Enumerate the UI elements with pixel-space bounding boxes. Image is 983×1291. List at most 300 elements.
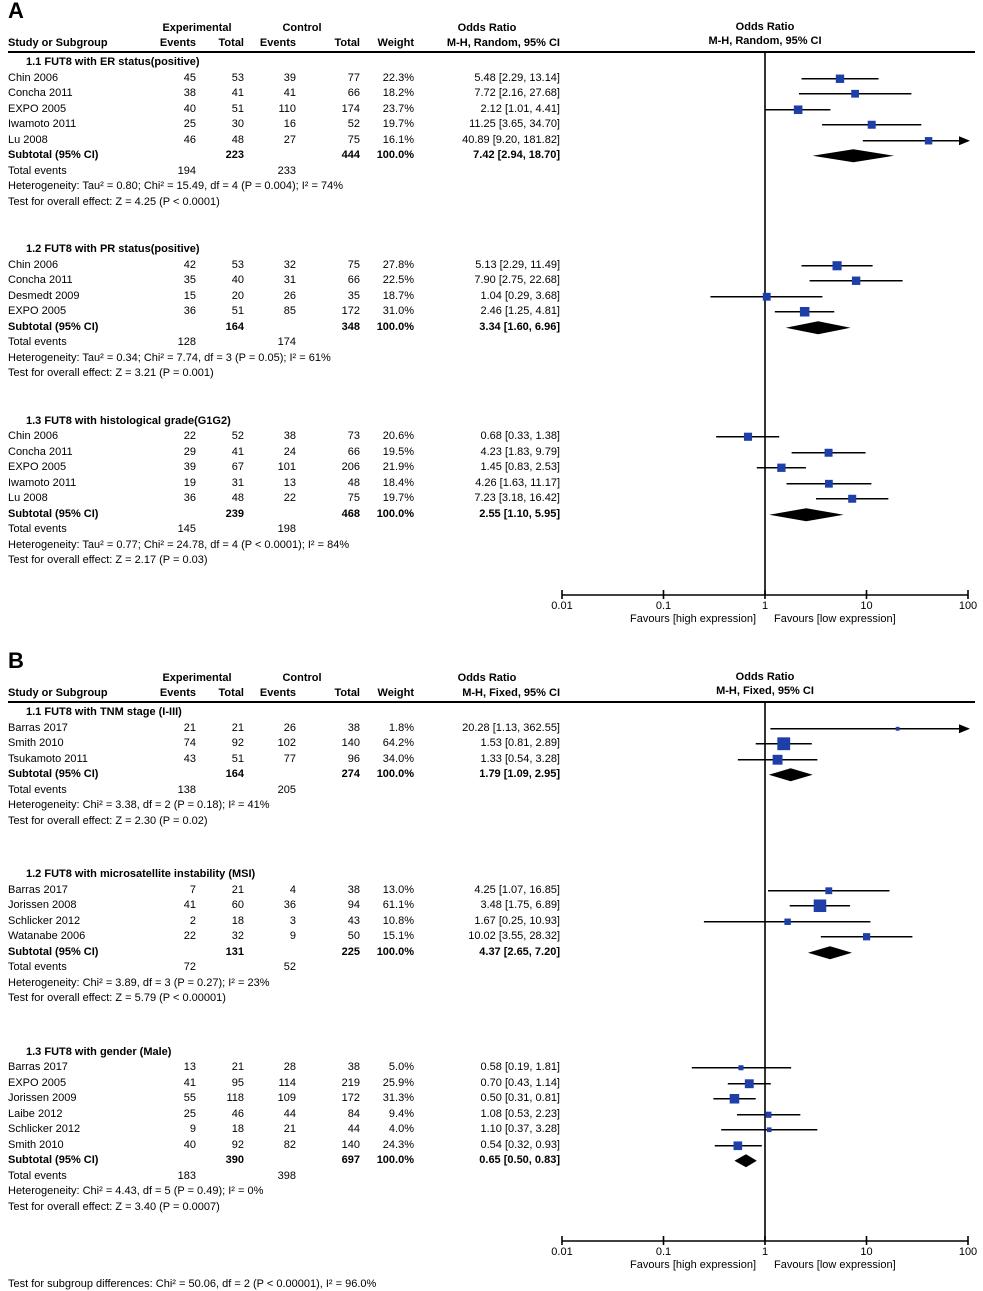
heterogeneity-text: Heterogeneity: Tau² = 0.80; Chi² = 15.49, df = 4 (P = 0.004); I² = 74% [8, 180, 343, 192]
control-events [244, 507, 296, 523]
subgroup-spacer [0, 1215, 983, 1253]
control-total: 66 [347, 445, 360, 458]
study-name: Concha 2011 [8, 274, 73, 286]
control-events: 36 [283, 899, 296, 911]
odds-ratio-ci-text: 7.42 [2.94, 18.70] [473, 149, 560, 161]
weight-value: 19.7% [382, 118, 414, 130]
study-row [0, 476, 560, 492]
group-header-row [0, 671, 560, 685]
control-total: 50 [347, 930, 360, 942]
weight-value: 20.6% [382, 430, 414, 442]
experimental-events: 36 [183, 305, 196, 317]
odds-ratio-ci-text: 4.37 [2.65, 7.20] [479, 945, 560, 958]
experimental-events: 25 [183, 118, 196, 130]
study-name: EXPO 2005 [8, 1076, 67, 1089]
weight-value: 100.0% [376, 768, 414, 780]
study-name: Jorissen 2008 [8, 899, 77, 911]
study-row [0, 273, 560, 289]
odds-ratio-ci-text: 1.33 [0.54, 3.28] [480, 752, 560, 765]
control-total: 77 [347, 71, 360, 84]
experimental-group-header: Experimental [162, 672, 232, 684]
weight-value: 100.0% [376, 149, 414, 161]
weight-value: 18.4% [382, 476, 414, 489]
overall-effect-row [0, 366, 560, 382]
odds-ratio-ci-text: 4.26 [1.63, 11.17] [475, 476, 560, 489]
favours-right-label: Favours [low expression] [774, 1259, 896, 1271]
weight-value: 18.7% [382, 289, 414, 302]
control-events [244, 1153, 296, 1169]
odds-ratio-ci-text: 1.67 [0.25, 10.93] [474, 914, 560, 927]
experimental-events: 29 [183, 445, 196, 458]
study-row [0, 1091, 560, 1107]
study-name: Lu 2008 [8, 492, 48, 504]
study-name: EXPO 2005 [8, 461, 67, 473]
control-total: 52 [347, 118, 360, 130]
study-name: Concha 2011 [8, 87, 73, 99]
weight-value: 19.7% [382, 492, 414, 504]
weight-value: 18.2% [382, 87, 414, 99]
subgroup-title: 1.1 FUT8 with ER status(positive) [26, 56, 200, 68]
weight-value: 34.0% [382, 752, 414, 765]
weight-value: 100.0% [376, 320, 414, 333]
subgroup-title-row [0, 1045, 560, 1061]
total-events-control: 52 [283, 961, 296, 973]
control-events: 109 [277, 1092, 296, 1104]
control-events: 3 [289, 914, 296, 927]
overall-effect-text: Test for overall effect: Z = 2.17 (P = 0.03) [8, 554, 208, 566]
experimental-events: 22 [183, 930, 196, 942]
control-group-header: Control [282, 22, 322, 34]
experimental-total: 52 [231, 430, 244, 442]
study-name: Desmedt 2009 [8, 289, 80, 302]
control-total: 172 [341, 1092, 360, 1104]
subtotal-row [0, 1153, 560, 1169]
heterogeneity-row [0, 976, 560, 992]
control-events: 82 [283, 1138, 296, 1151]
panel-body [0, 703, 983, 1253]
odds-ratio-ci-text: 0.58 [0.19, 1.81] [480, 1061, 560, 1073]
weight-value: 100.0% [376, 1154, 414, 1166]
study-name: Iwamoto 2011 [8, 118, 77, 130]
odds-ratio-ci-text: 11.25 [3.65, 34.70] [469, 118, 560, 130]
weight-value: 21.9% [382, 461, 414, 473]
total-events-experimental: 72 [183, 961, 196, 973]
study-row [0, 883, 560, 899]
weight-value: 1.8% [388, 721, 414, 734]
control-events [244, 148, 296, 164]
weight-value: 22.3% [382, 71, 414, 84]
experimental-events: 19 [183, 476, 196, 489]
heterogeneity-text: Heterogeneity: Chi² = 3.38, df = 2 (P = 0.18); I² = 41% [8, 799, 270, 811]
total-events-experimental: 128 [177, 336, 196, 348]
weight-value: 25.9% [382, 1076, 414, 1089]
study-name: Smith 2010 [8, 737, 64, 749]
study-row [0, 445, 560, 461]
subgroup-differences-note: Test for subgroup differences: Chi² = 50.06, df = 2 (P < 0.00001), I² = 96.0% [8, 1278, 377, 1290]
experimental-events: 13 [183, 1061, 196, 1073]
experimental-total: 53 [231, 71, 244, 84]
odds-ratio-ci-text: 1.04 [0.29, 3.68] [480, 289, 560, 302]
subgroup-title: 1.2 FUT8 with microsatellite instability (MSI) [26, 868, 256, 880]
ctl-events-header: Events [259, 37, 296, 49]
control-events: 102 [277, 737, 296, 749]
subtotal-row [0, 507, 560, 523]
exp-events-header: Events [159, 37, 196, 49]
subgroup-title: 1.2 FUT8 with PR status(positive) [26, 243, 200, 255]
odds-ratio-ci-text: 7.90 [2.75, 22.68] [474, 274, 560, 286]
spacer-cell [196, 335, 244, 351]
weight-value: 5.0% [388, 1061, 414, 1073]
control-total: 444 [341, 149, 360, 161]
odds-ratio-ci-text: 1.53 [0.81, 2.89] [480, 737, 560, 749]
control-events: 9 [289, 930, 296, 942]
study-row [0, 304, 560, 320]
heterogeneity-row [0, 1184, 560, 1200]
heterogeneity-row [0, 179, 560, 195]
study-row [0, 1107, 560, 1123]
experimental-total: 41 [231, 445, 244, 458]
weight-value: 100.0% [376, 507, 414, 520]
experimental-events: 35 [183, 274, 196, 286]
experimental-group-header: Experimental [162, 22, 232, 34]
control-events: 101 [277, 461, 296, 473]
study-name: Jorissen 2009 [8, 1092, 77, 1104]
odds-ratio-ci-text: 3.34 [1.60, 6.96] [479, 320, 560, 333]
study-row [0, 491, 560, 507]
experimental-total: 92 [231, 1138, 244, 1151]
total-events-row [0, 164, 560, 180]
total-events-label: Total events [8, 783, 67, 796]
subtotal-row [0, 320, 560, 336]
experimental-events: 21 [183, 721, 196, 734]
control-events: 21 [283, 1123, 296, 1135]
odds-ratio-ci-text: 5.48 [2.29, 13.14] [474, 71, 560, 84]
study-row [0, 898, 560, 914]
control-group-header: Control [282, 672, 322, 684]
control-events: 110 [278, 102, 296, 115]
experimental-events: 38 [183, 87, 196, 99]
total-events-row [0, 1169, 560, 1185]
experimental-total: 51 [231, 752, 244, 765]
plot-header-title: Odds Ratio [735, 21, 795, 33]
experimental-total: 21 [231, 721, 244, 734]
favours-right-label: Favours [low expression] [774, 613, 896, 625]
control-total: 94 [347, 899, 360, 911]
experimental-total: 51 [231, 102, 244, 115]
experimental-total: 48 [231, 492, 244, 504]
experimental-events [150, 767, 196, 783]
experimental-events: 74 [183, 737, 196, 749]
study-name: Iwamoto 2011 [8, 476, 77, 489]
experimental-events [150, 945, 196, 961]
control-total: 75 [347, 492, 360, 504]
overall-effect-text: Test for overall effect: Z = 3.21 (P = 0.001) [8, 367, 214, 379]
spacer-cell [8, 21, 150, 35]
total-events-control: 233 [277, 164, 296, 177]
spacer-cell [196, 164, 244, 180]
heterogeneity-text: Heterogeneity: Tau² = 0.77; Chi² = 24.78, df = 4 (P < 0.0001); I² = 84% [8, 538, 350, 551]
study-name: Chin 2006 [8, 71, 59, 84]
axis-tick-label: 10 [860, 1246, 873, 1258]
plot-header-method: M-H, Fixed, 95% CI [716, 685, 814, 697]
study-name: Barras 2017 [8, 883, 68, 896]
spacer-cell [196, 960, 244, 976]
overall-effect-text: Test for overall effect: Z = 2.30 (P = 0.02) [8, 814, 208, 827]
axis-tick-label: 0.01 [551, 600, 573, 612]
study-name: Concha 2011 [8, 445, 73, 458]
subgroup-spacer [0, 210, 983, 242]
experimental-events: 55 [183, 1092, 196, 1104]
control-events: 28 [283, 1061, 296, 1073]
study-row [0, 1138, 560, 1154]
experimental-events: 40 [183, 102, 196, 115]
study-row [0, 736, 560, 752]
experimental-total: 30 [231, 118, 244, 130]
experimental-total: 390 [225, 1154, 244, 1166]
overall-effect-text: Test for overall effect: Z = 4.25 (P < 0.0001) [8, 195, 220, 208]
weight-value: 24.3% [382, 1138, 414, 1151]
total-events-label: Total events [8, 164, 67, 177]
study-name: EXPO 2005 [8, 102, 67, 115]
odds-ratio-ci-text: 1.79 [1.09, 2.95] [479, 768, 560, 780]
control-events: 26 [283, 289, 296, 302]
subgroup-title-row [0, 414, 560, 430]
control-total: 44 [347, 1123, 360, 1135]
total-events-experimental: 138 [177, 783, 196, 796]
total-events-row [0, 522, 560, 538]
experimental-total: 31 [231, 476, 244, 489]
weight-value: 61.1% [382, 899, 414, 911]
total-events-label: Total events [8, 961, 67, 973]
ctl-total-header: Total [334, 687, 360, 699]
total-events-experimental: 145 [177, 523, 196, 535]
odds-ratio-ci-text: 7.23 [3.18, 16.42] [474, 492, 560, 504]
favours-left-label: Favours [high expression] [630, 613, 756, 625]
heterogeneity-text: Heterogeneity: Tau² = 0.34; Chi² = 7.74, df = 3 (P = 0.05); I² = 61% [8, 351, 331, 364]
control-total: 75 [347, 258, 360, 271]
odds-ratio-ci-text: 2.12 [1.01, 4.41] [480, 102, 560, 115]
total-events-control: 198 [277, 523, 296, 535]
weight-value: 15.1% [382, 930, 414, 942]
group-header-row [0, 21, 560, 35]
control-events: 26 [283, 721, 296, 734]
ctl-total-header: Total [334, 37, 360, 49]
spacer-cell [196, 783, 244, 799]
control-total: 697 [341, 1154, 360, 1166]
study-name: Laibe 2012 [8, 1107, 63, 1120]
weight-value: 100.0% [376, 945, 414, 958]
control-events: 27 [283, 133, 296, 146]
experimental-total: 32 [231, 930, 244, 942]
odds-ratio-ci-text: 0.68 [0.33, 1.38] [480, 430, 560, 442]
axis-tick-label: 10 [860, 600, 873, 612]
total-events-experimental: 183 [177, 1169, 196, 1182]
spacer-cell [360, 671, 414, 685]
experimental-events [150, 1153, 196, 1169]
control-events: 39 [283, 71, 296, 84]
experimental-total: 48 [231, 133, 244, 146]
experimental-events: 7 [189, 883, 196, 896]
study-row [0, 752, 560, 768]
spacer-cell [196, 522, 244, 538]
experimental-events [150, 507, 196, 523]
weight-value: 13.0% [382, 883, 414, 896]
heterogeneity-row [0, 798, 560, 814]
experimental-total: 164 [225, 320, 244, 333]
exp-total-header: Total [218, 687, 244, 699]
control-total: 219 [341, 1076, 360, 1089]
odds-ratio-ci-text: 0.50 [0.31, 0.81] [480, 1092, 560, 1104]
experimental-events: 39 [183, 461, 196, 473]
control-events: 24 [283, 445, 296, 458]
odds-ratio-ci-text: 4.25 [1.07, 16.85] [474, 883, 560, 896]
control-events: 44 [283, 1107, 296, 1120]
experimental-total: 60 [231, 899, 244, 911]
subtotal-label: Subtotal (95% CI) [8, 1154, 99, 1166]
spacer-cell [196, 1169, 244, 1185]
overall-effect-row [0, 814, 560, 830]
experimental-total: 20 [231, 289, 244, 302]
plot-header [708, 20, 821, 48]
axis-tick-label: 0.1 [655, 600, 672, 612]
control-events: 32 [283, 258, 296, 271]
total-events-label: Total events [8, 336, 67, 348]
control-events: 38 [283, 430, 296, 442]
control-total: 96 [347, 752, 360, 765]
odds-ratio-column-header: Odds Ratio [457, 672, 517, 684]
subgroup-title: 1.3 FUT8 with histological grade(G1G2) [26, 414, 231, 427]
experimental-events: 2 [189, 914, 196, 927]
control-events: 114 [278, 1076, 296, 1089]
study-row [0, 71, 560, 87]
control-total: 274 [341, 768, 360, 780]
weight-value: 19.5% [382, 445, 414, 458]
heterogeneity-text: Heterogeneity: Chi² = 4.43, df = 5 (P = 0.49); I² = 0% [8, 1185, 264, 1197]
control-events: 85 [283, 305, 296, 317]
spacer-cell [8, 671, 150, 685]
subtotal-row [0, 767, 560, 783]
method-header: M-H, Random, 95% CI [446, 37, 560, 49]
weight-header: Weight [377, 687, 414, 699]
panel-label: B [8, 648, 24, 673]
total-events-control: 398 [277, 1169, 296, 1182]
odds-ratio-ci-text: 0.70 [0.43, 1.14] [480, 1076, 560, 1089]
experimental-events: 41 [183, 1076, 196, 1089]
plot-header [716, 670, 814, 698]
control-total: 174 [341, 102, 360, 115]
subgroup-spacer [0, 382, 983, 414]
control-total: 348 [341, 320, 360, 333]
total-events-row [0, 783, 560, 799]
experimental-events: 22 [183, 430, 196, 442]
weight-value: 4.0% [388, 1123, 414, 1135]
heterogeneity-row [0, 538, 560, 554]
experimental-total: 21 [231, 883, 244, 896]
experimental-total: 67 [231, 461, 244, 473]
experimental-events [150, 148, 196, 164]
control-total: 43 [347, 914, 360, 927]
odds-ratio-ci-text: 1.08 [0.53, 2.23] [480, 1107, 560, 1120]
heterogeneity-row [0, 351, 560, 367]
study-name: Barras 2017 [8, 721, 68, 734]
axis-tick-label: 1 [761, 600, 769, 612]
control-events: 4 [289, 883, 296, 896]
odds-ratio-column-header: Odds Ratio [457, 22, 517, 34]
odds-ratio-ci-text: 1.10 [0.37, 3.28] [480, 1123, 560, 1135]
total-events-control: 205 [277, 783, 296, 796]
control-total: 84 [347, 1107, 360, 1120]
control-events: 31 [283, 274, 296, 286]
weight-value: 64.2% [382, 737, 414, 749]
weight-value: 10.8% [382, 914, 414, 927]
overall-effect-row [0, 195, 560, 211]
heterogeneity-text: Heterogeneity: Chi² = 3.89, df = 3 (P = 0.27); I² = 23% [8, 976, 270, 989]
study-column-header: Study or Subgroup [8, 37, 108, 49]
total-events-label: Total events [8, 1169, 67, 1182]
study-row [0, 1060, 560, 1076]
subgroup-title-row [0, 705, 560, 721]
study-row [0, 117, 560, 133]
subgroup-title-row [0, 55, 560, 71]
experimental-events: 9 [189, 1123, 196, 1135]
column-header-row [0, 685, 560, 701]
panel-label: A [8, 0, 24, 23]
weight-value: 31.0% [382, 305, 414, 317]
plot-header-title: Odds Ratio [735, 671, 795, 683]
weight-value: 27.8% [382, 258, 414, 271]
weight-value: 16.1% [382, 133, 414, 146]
odds-ratio-ci-text: 0.54 [0.32, 0.93] [480, 1138, 560, 1151]
experimental-total: 118 [226, 1092, 244, 1104]
subtotal-row [0, 945, 560, 961]
axis-tick-label: 100 [958, 1246, 978, 1258]
study-column-header: Study or Subgroup [8, 687, 108, 699]
control-total: 225 [341, 945, 360, 958]
experimental-total: 18 [231, 1123, 244, 1135]
study-row [0, 914, 560, 930]
study-row [0, 86, 560, 102]
control-events [244, 320, 296, 336]
forest-panel-b [0, 650, 983, 1291]
subtotal-row [0, 148, 560, 164]
experimental-total: 41 [231, 87, 244, 99]
overall-effect-text: Test for overall effect: Z = 5.79 (P < 0.00001) [8, 992, 226, 1004]
experimental-total: 92 [231, 737, 244, 749]
control-total: 75 [347, 133, 360, 146]
odds-ratio-ci-text: 1.45 [0.83, 2.53] [480, 461, 560, 473]
weight-value: 22.5% [382, 274, 414, 286]
control-events: 13 [283, 476, 296, 489]
axis-tick-label: 1 [761, 1246, 769, 1258]
experimental-total: 40 [231, 274, 244, 286]
experimental-events: 46 [183, 133, 196, 146]
odds-ratio-ci-text: 2.55 [1.10, 5.95] [479, 507, 560, 520]
study-row [0, 929, 560, 945]
total-events-experimental: 194 [177, 164, 196, 177]
control-events: 16 [283, 118, 296, 130]
study-name: Smith 2010 [8, 1138, 64, 1151]
control-total: 206 [341, 461, 360, 473]
control-total: 38 [347, 883, 360, 896]
experimental-total: 95 [231, 1076, 244, 1089]
control-total: 468 [341, 507, 360, 520]
control-events: 22 [283, 492, 296, 504]
exp-total-header: Total [218, 37, 244, 49]
study-row [0, 1122, 560, 1138]
study-row [0, 102, 560, 118]
overall-effect-row [0, 1200, 560, 1216]
control-total: 140 [341, 737, 360, 749]
